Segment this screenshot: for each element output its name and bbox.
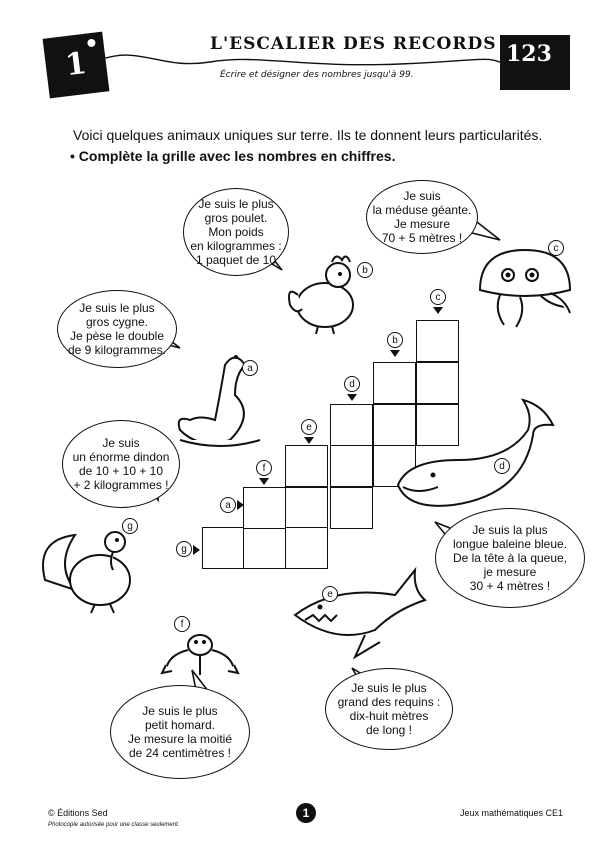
grid-label-f: f — [256, 460, 272, 476]
animal-label-g: g — [122, 518, 138, 534]
grid-label-c: c — [430, 289, 446, 305]
grid-cell-c-1[interactable] — [416, 320, 459, 362]
arrow-g — [193, 545, 200, 555]
logo-text: 123 — [506, 41, 552, 67]
arrow-d — [347, 394, 357, 401]
grid-cell-f-1[interactable] — [285, 487, 328, 529]
copyright-note: Photocopie autorisée pour une classe seulement. — [48, 822, 180, 828]
arrow-e — [304, 437, 314, 444]
bubble-baleine: Je suis la plus longue baleine bleue. De la tête à la queue, je mesure 30 + 4 mètres ! — [435, 508, 585, 608]
grid-cell-e-1[interactable] — [285, 445, 328, 487]
lobster-illustration — [160, 620, 240, 680]
animal-label-e: e — [322, 586, 338, 602]
bubble-dindon: Je suis un énorme dindon de 10 + 10 + 10 + 2 kilogrammes ! — [62, 420, 180, 508]
bubble-meduse: Je suis la méduse géante. Je mesure 70 + 5 mètres ! — [366, 180, 478, 254]
turkey-illustration — [35, 520, 155, 615]
intro-text: Voici quelques animaux uniques sur terre. Ils te donnent leurs particularités. — [73, 127, 543, 143]
page-subtitle: Écrire et désigner des nombres jusqu'à 99. — [220, 70, 414, 80]
animal-label-f: f — [174, 616, 190, 632]
grid-cell-g-1[interactable] — [202, 527, 245, 569]
publisher-credit: © Éditions Sed — [48, 808, 108, 818]
bubble-requin: Je suis le plus grand des requins : dix-huit mètres de long ! — [325, 668, 453, 750]
grid-cell-a-3[interactable] — [330, 487, 373, 529]
grid-cell-e-2[interactable] — [330, 445, 373, 487]
grid-label-d: d — [344, 376, 360, 392]
jellyfish-illustration — [470, 245, 575, 330]
grid-label-a: a — [220, 497, 236, 513]
animal-label-d: d — [494, 458, 510, 474]
page-number: 1 — [296, 803, 316, 823]
arrow-b — [390, 350, 400, 357]
animal-label-c: c — [548, 240, 564, 256]
arrow-f — [259, 478, 269, 485]
animal-label-b: b — [357, 262, 373, 278]
rooster-illustration — [280, 250, 370, 335]
grid-label-b: b — [387, 332, 403, 348]
instruction-text: • Complète la grille avec les nombres en chiffres. — [70, 148, 396, 164]
bubble-cygne: Je suis le plus gros cygne. Je pèse le double de 9 kilogrammes. — [57, 290, 177, 368]
shark-illustration — [290, 560, 440, 660]
page-title: L'ESCALIER DES RECORDS — [210, 34, 497, 54]
grid-cell-d-1[interactable] — [330, 404, 373, 446]
series-title: Jeux mathématiques CE1 — [460, 808, 564, 818]
arrow-a — [237, 500, 244, 510]
grid-label-g: g — [176, 541, 192, 557]
grid-label-e: e — [301, 419, 317, 435]
arrow-c — [433, 307, 443, 314]
exercise-number: 1 — [63, 45, 89, 84]
bubble-poulet: Je suis le plus gros poulet. Mon poids en kilogrammes : 1 paquet de 10 — [183, 188, 289, 276]
bubble-homard: Je suis le plus petit homard. Je mesure la moitié de 24 centimètres ! — [110, 685, 250, 779]
whale-illustration — [393, 395, 563, 520]
animal-label-a: a — [242, 360, 258, 376]
